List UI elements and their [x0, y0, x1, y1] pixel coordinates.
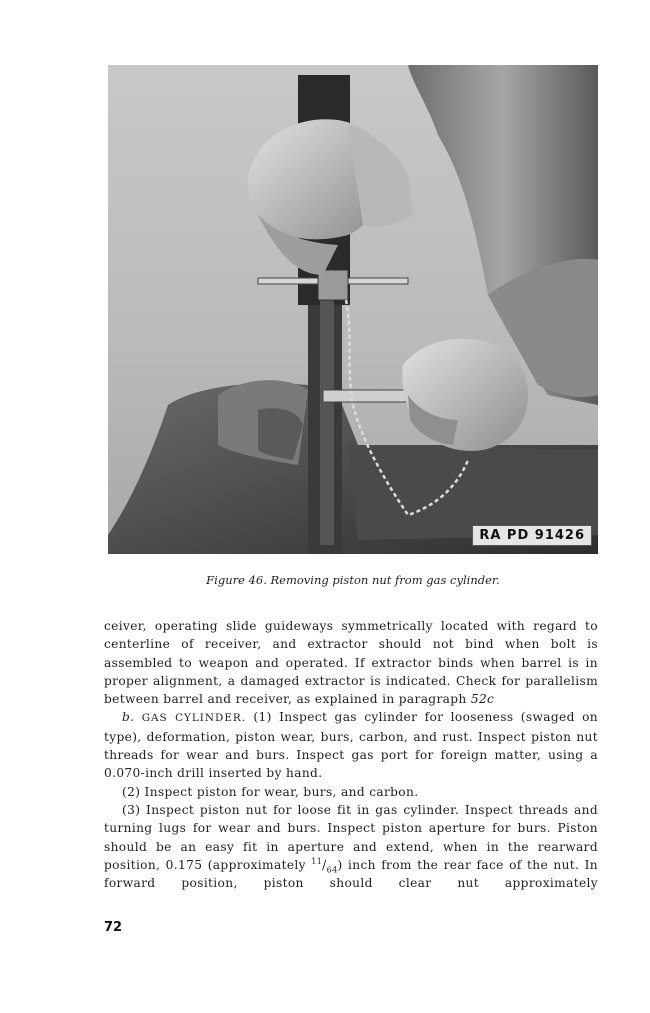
- paragraph-gas-cylinder: [104, 708, 598, 782]
- paragraph-piston-nut-text-before: (3) Inspect piston nut for loose fit in gas cylinder. Inspect threads and turning lugs for wear and burs. Inspect piston aperture for burs. Piston should be an easy fit in aperture and extend, when in the rearward position, 0.175 (approximately: [104, 802, 598, 872]
- fraction-denominator: 64: [326, 865, 338, 875]
- figure-caption: Figure 46. Removing piston nut from gas cylinder.: [206, 573, 500, 587]
- subsection-heading: GAS CYLINDER.: [141, 712, 247, 725]
- body-text: [104, 617, 598, 892]
- photo-reference-label: RA PD 91426: [472, 525, 592, 546]
- fraction-numerator: 11: [311, 856, 323, 866]
- subsection-letter: b.: [122, 710, 135, 725]
- page-number: 72: [104, 920, 123, 935]
- figure-photo: [108, 65, 598, 554]
- paragraph-continuation-text: ceiver, operating slide guideways symmetrically located with regard to centerline of receiver, and extractor should not bind when bolt is assembled to weapon and operated. If extractor binds when barrel is in proper alignment, a damaged extractor is indicated. Check for parallelism between barrel and receiver, as explained in paragraph: [104, 619, 598, 707]
- paragraph-piston-nut-text-after: ) inch from the rear face of the nut. In forward position, piston should clear nut approximately: [104, 857, 599, 891]
- paragraph-piston: (2) Inspect piston for wear, burs, and carbon.: [122, 784, 419, 799]
- paragraph-piston-nut: (3) Inspect piston nut for loose fit in gas cylinder. Inspect threads and turning lugs for wear and burs. Inspect piston aperture for burs. Piston should be an easy fit in aperture and extend, when in the rearward position, 0.175 (approximately $^{11}/_{64}$) inch from the rear face of the nut. In forward position, piston should clear nut approximately: [104, 802, 599, 891]
- piston-nut-removal-photo: [108, 65, 598, 554]
- subsection-text: (1) Inspect gas cylinder for looseness (swaged on type), deformation, piston wear, burs, carbon, and rust. Inspect piston nut threads for wear and burs. Inspect gas port for foreign matter, using a 0.070-inch drill inserted by hand.: [104, 710, 598, 781]
- paragraph-reference: 52c: [470, 692, 495, 707]
- paragraph-continuation: [104, 617, 598, 708]
